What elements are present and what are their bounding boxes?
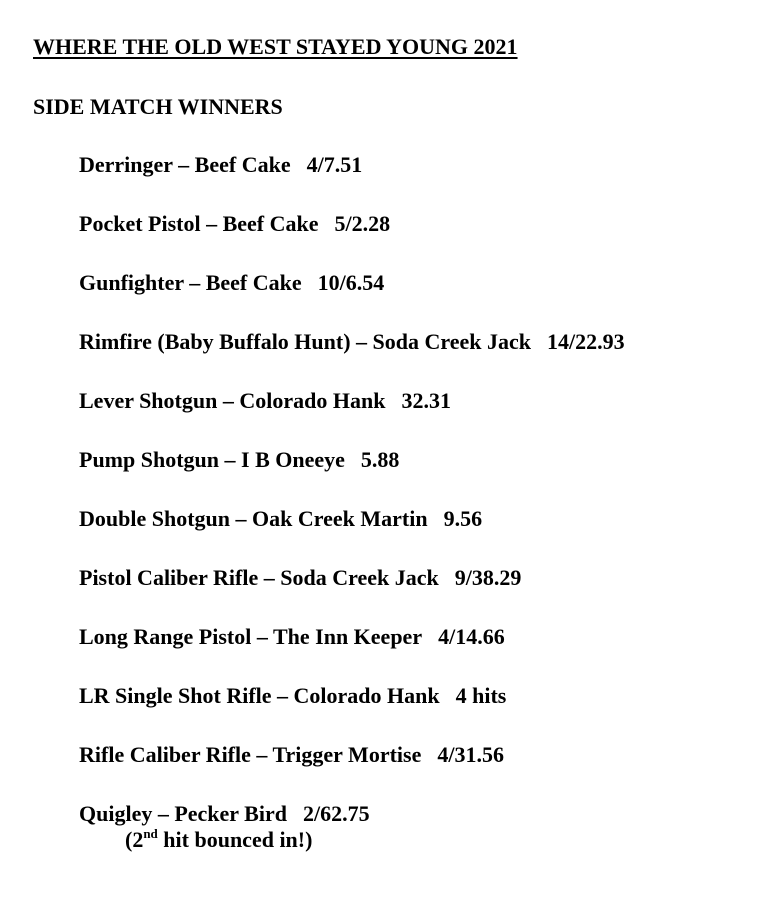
separator: – — [235, 506, 247, 531]
winner-name: Beef Cake — [222, 211, 319, 236]
winner-entry-double-shotgun — [79, 506, 625, 565]
winner-entry-pistol-caliber-rifle — [79, 565, 625, 624]
note-rest: hit bounced in!) — [157, 827, 313, 852]
score: 9.56 — [443, 506, 483, 531]
score: 4/7.51 — [306, 152, 363, 177]
event-name: Double Shotgun — [79, 506, 231, 531]
separator: – — [178, 152, 190, 177]
separator: – — [256, 624, 268, 649]
winner-entry-pocket-pistol — [79, 211, 625, 270]
score: 9/38.29 — [454, 565, 522, 590]
score: 4/31.56 — [437, 742, 504, 767]
separator: – — [222, 388, 234, 413]
winner-entry-derringer — [79, 152, 625, 211]
note-open: (2 — [125, 827, 144, 852]
winner-entry-rifle-caliber-rifle — [79, 742, 625, 801]
event-name: Quigley — [79, 801, 153, 826]
winner-name: Trigger Mortise — [272, 742, 422, 767]
score: 5/2.28 — [334, 211, 391, 236]
score: 4 hits — [455, 683, 507, 708]
event-name: LR Single Shot Rifle — [79, 683, 272, 708]
document-title: WHERE THE OLD WEST STAYED YOUNG 2021 — [33, 34, 518, 59]
winner-entry-gunfighter — [79, 270, 625, 329]
note-superscript: nd — [143, 826, 158, 841]
event-name: Gunfighter — [79, 270, 184, 295]
event-name: Pump Shotgun — [79, 447, 220, 472]
winners-list — [79, 152, 625, 860]
winner-entry-lever-shotgun — [79, 388, 625, 447]
separator: – — [224, 447, 236, 472]
separator: – — [277, 683, 289, 708]
event-name: Derringer — [79, 152, 173, 177]
winner-name: Soda Creek Jack — [280, 565, 439, 590]
event-name: Pocket Pistol — [79, 211, 201, 236]
winner-entry-lr-single-shot-rifle — [79, 683, 625, 742]
score: 14/22.93 — [547, 329, 625, 354]
section-heading: SIDE MATCH WINNERS — [33, 94, 283, 119]
winner-name: Pecker Bird — [174, 801, 287, 826]
winner-entry-rimfire — [79, 329, 625, 388]
winner-name: Soda Creek Jack — [372, 329, 532, 354]
winner-entry-quigley — [79, 801, 625, 860]
separator: – — [189, 270, 201, 295]
score: 2/62.75 — [302, 801, 370, 826]
winner-entry-pump-shotgun — [79, 447, 625, 506]
separator: – — [256, 742, 268, 767]
event-name: Rimfire (Baby Buffalo Hunt) — [79, 329, 351, 354]
separator: – — [206, 211, 218, 236]
score: 32.31 — [401, 388, 451, 413]
winner-name: Beef Cake — [194, 152, 291, 177]
score: 5.88 — [360, 447, 400, 472]
winner-name: I B Oneeye — [241, 447, 345, 472]
winner-name: Colorado Hank — [293, 683, 440, 708]
winner-name: Colorado Hank — [239, 388, 386, 413]
event-name: Rifle Caliber Rifle — [79, 742, 251, 767]
winner-name: Beef Cake — [205, 270, 302, 295]
separator: – — [356, 329, 368, 354]
score: 10/6.54 — [317, 270, 385, 295]
quigley-note — [79, 827, 625, 853]
score: 4/14.66 — [438, 624, 505, 649]
separator: – — [157, 801, 169, 826]
winner-name: Oak Creek Martin — [252, 506, 428, 531]
separator: – — [263, 565, 275, 590]
event-name: Lever Shotgun — [79, 388, 218, 413]
winner-entry-long-range-pistol — [79, 624, 625, 683]
event-name: Long Range Pistol — [79, 624, 252, 649]
event-name: Pistol Caliber Rifle — [79, 565, 259, 590]
winner-name: The Inn Keeper — [272, 624, 423, 649]
